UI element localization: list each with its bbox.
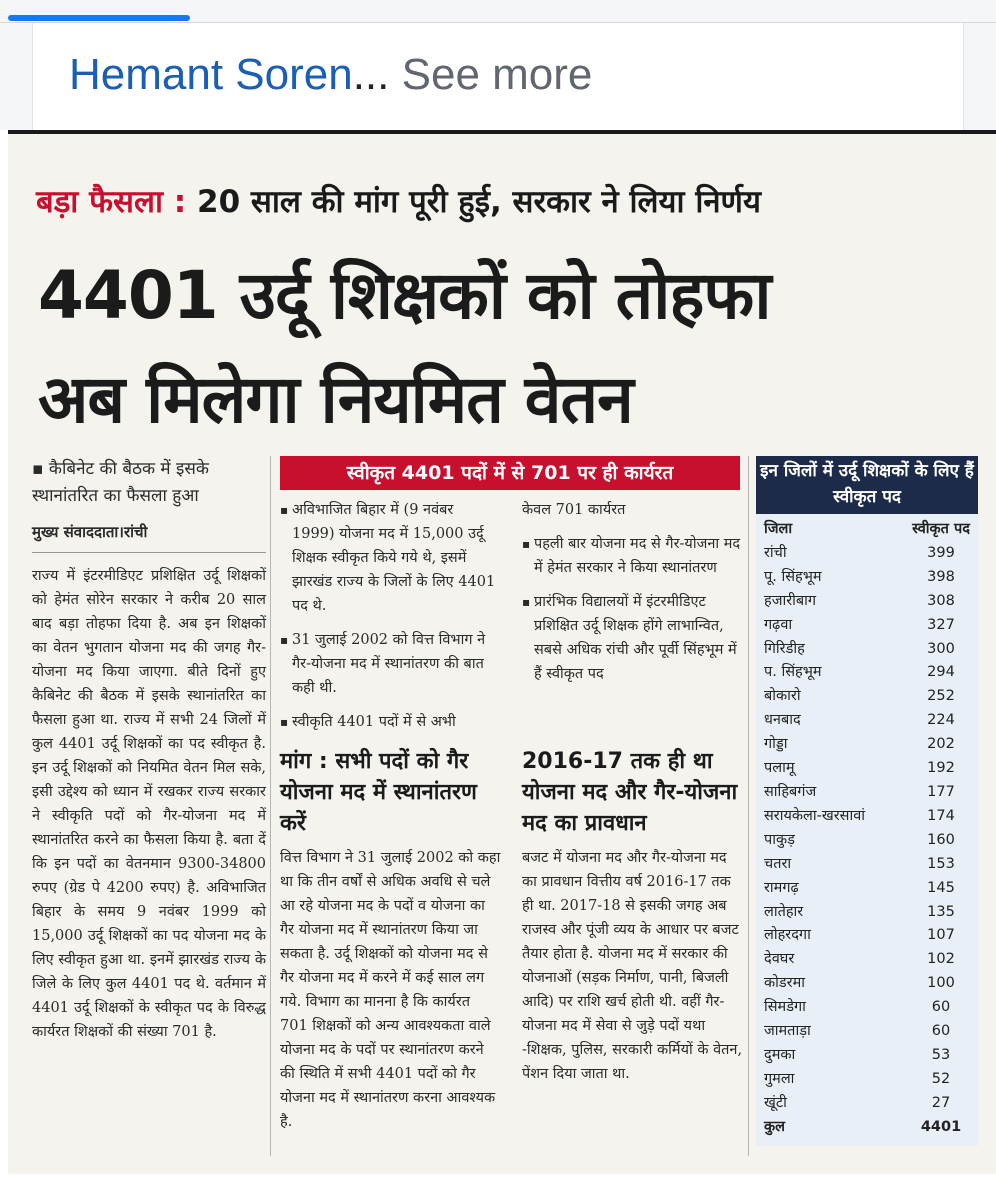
table-row (756, 829, 978, 853)
district-cell: सिमडेगा (764, 999, 806, 1016)
divider (32, 552, 266, 553)
table-total-row (756, 1116, 978, 1140)
headline-kicker (36, 180, 761, 222)
total-label: कुल (764, 1118, 785, 1135)
district-cell: देवघर (764, 951, 795, 968)
kicker-label: बड़ा फैसला : (36, 184, 187, 220)
district-cell: धनबाद (764, 712, 801, 729)
table-row (756, 972, 978, 996)
table-row (756, 1044, 978, 1068)
col-3-bullets (522, 498, 742, 696)
table-row (756, 638, 978, 662)
district-cell: कोडरमा (764, 975, 806, 992)
story-bullet-head: ▪ कैबिनेट की बैठक में इसके स्थानांतरित का फैसला हुआ (32, 459, 209, 506)
district-cell: लातेहार (764, 903, 804, 920)
district-table-title: इन जिलों में उर्दू शिक्षकों के लिए हैं स्वीकृत पद (756, 456, 978, 514)
posts-cell: 60 (931, 1023, 951, 1040)
posts-cell: 294 (927, 664, 955, 681)
story-body-col-2: वित्त विभाग ने 31 जुलाई 2002 को कहा था कि तीन वर्षों से अधिक अवधि से चले आ रहे योजना मद के पदों व योजना का गैर योजना मद में स्थानांतरण किया जा सकता है. उर्दू शिक्षकों को योजना मद से गैर योजना मद में करने में कई साल लग गये. विभाग का मानना है कि कार्यरत 701 शिक्षकों को अन्य आवश्यकता वाले योजना मद के पदों पर स्थानांतरण करने की स्थिति में सभी 4401 पदों को गैर योजना मद में स्थानांतरण करना आवश्यक है. (280, 850, 501, 1130)
column-header-district: जिला (764, 521, 793, 537)
subheadline-provision: 2016-17 तक ही था योजना मद और गैर-योजना मद का प्रावधान (522, 749, 738, 836)
posts-cell: 202 (927, 736, 955, 753)
district-cell: रामगढ़ (764, 879, 799, 896)
table-row (756, 542, 978, 566)
district-posts-table (756, 514, 978, 1146)
table-row (756, 614, 978, 638)
district-cell: रांची (764, 544, 787, 561)
subheadline-demand: मांग : सभी पदों को गैर योजना मद में स्थानांतरण करें (280, 749, 477, 836)
table-row (756, 948, 978, 972)
posts-cell: 135 (927, 903, 955, 920)
main-headline (38, 244, 978, 452)
bullet-item: ▪ अविभाजित बिहार में (9 नवंबर 1999) योजना मद में 15,000 उर्दू शिक्षक स्वीकृत किये गये थे, इसमें झारखंड राज्य के जिलों के लिए 4401 पद थे. (280, 498, 500, 618)
posts-cell: 327 (927, 616, 955, 633)
bullet-item: ▪ 31 जुलाई 2002 को वित्त विभाग ने गैर-योजना मद में स्थानांतरण की बात कही थी. (280, 628, 500, 700)
posts-cell: 102 (927, 951, 955, 968)
posts-cell: 252 (927, 688, 955, 705)
bullet-item: ▪ पहली बार योजना मद से गैर-योजना मद में हेमंत सरकार ने किया स्थानांतरण (522, 532, 742, 580)
district-cell: खूंटी (764, 1094, 787, 1111)
table-row (756, 996, 978, 1020)
posts-cell: 192 (927, 760, 955, 777)
table-row (756, 924, 978, 948)
column-divider (748, 456, 749, 1156)
district-cell: बोकारो (764, 688, 801, 705)
caption-ellipsis: ... (352, 50, 390, 99)
posts-cell: 308 (927, 592, 955, 609)
table-row (756, 781, 978, 805)
district-cell: गुमला (764, 1070, 795, 1087)
story-body-col-1: राज्य में इंटरमीडिएट प्रशिक्षित उर्दू शिक्षकों को हेमंत सोरेन सरकार ने करीब 20 साल बाद बड़ा तोहफा दिया है. अब इन शिक्षकों का वेतन भुगतान योजना मद की जगह गैर-योजना मद किया जाएगा. बीते दिनों हुए कैबिनेट की बैठक में इसके स्थानांतरित का फैसला हुआ था. राज्य में सभी 24 जिलों में कुल 4401 उर्दू शिक्षकों का पद स्वीकृत है. इन उर्दू शिक्षकों को नियमित वेतन मिल सके, इसी उद्देश्य को ध्यान में रखकर राज्य सरकार ने स्वीकृति पदों को गैर-योजना मद में स्थानांतरित करने का फैसला किया है. बता दें कि इन पदों का वेतनमान 9300-34800 रुपए (ग्रेड पे 4200 रुपए) है. अविभाजित बिहार के समय 9 नवंबर 1999 को 15,000 उर्दू शिक्षकों का पद योजना मद के लिए स्वीकृत हुआ था. इनमें झारखंड राज्य के जिले के लिए कुल 4401 पद थे. वर्तमान में 4401 उर्दू शिक्षकों के स्वीकृत पद के विरुद्ध कार्यरत शिक्षकों की संख्या 701 है. (32, 568, 266, 1040)
table-row (756, 661, 978, 685)
posts-cell: 399 (927, 544, 955, 561)
posts-cell: 52 (931, 1070, 951, 1087)
posts-cell: 160 (927, 831, 955, 848)
posts-cell: 145 (927, 879, 955, 896)
byline: मुख्य संवाददाता।रांची (32, 523, 148, 541)
newspaper-clipping-image[interactable] (8, 130, 996, 1174)
district-cell: साहिबगंज (764, 783, 817, 800)
table-row (756, 757, 978, 781)
district-cell: दुमका (764, 1046, 796, 1063)
district-cell: लोहरदगा (764, 927, 811, 944)
post-card (32, 23, 964, 130)
table-row (756, 1092, 978, 1116)
column-header-posts: स्वीकृत पद (912, 521, 970, 537)
posts-cell: 100 (927, 975, 955, 992)
table-row (756, 566, 978, 590)
district-cell: प. सिंहभूम (764, 664, 822, 681)
table-row (756, 733, 978, 757)
table-row (756, 853, 978, 877)
district-cell: पाकुड़ (764, 831, 795, 848)
district-cell: पलामू (764, 760, 795, 777)
posts-cell: 60 (931, 999, 951, 1016)
headline-line-2: अब मिलेगा नियमित वेतन (38, 361, 633, 438)
district-cell: गोड्डा (764, 736, 788, 753)
active-tab-indicator (8, 15, 190, 21)
table-row (756, 1068, 978, 1092)
table-row (756, 877, 978, 901)
table-row (756, 1020, 978, 1044)
posts-cell: 174 (927, 807, 955, 824)
posts-cell: 224 (927, 712, 955, 729)
district-cell: गढ़वा (764, 616, 793, 633)
district-cell: चतरा (764, 855, 792, 872)
col-2-bullets (280, 498, 500, 744)
table-row (756, 805, 978, 829)
posts-cell: 107 (927, 927, 955, 944)
district-cell: सरायकेला-खरसावां (764, 807, 866, 824)
table-row (756, 901, 978, 925)
posts-cell: 398 (927, 568, 955, 585)
total-value: 4401 (920, 1118, 962, 1135)
kicker-text: 20 साल की मांग पूरी हुई, सरकार ने लिया निर्णय (197, 184, 761, 220)
column-divider (270, 456, 271, 1156)
posts-cell: 153 (927, 855, 955, 872)
district-cell: पू. सिंहभूम (764, 568, 822, 585)
see-more-link[interactable]: See more (401, 50, 593, 99)
posts-cell: 27 (931, 1094, 951, 1111)
table-row (756, 685, 978, 709)
posts-cell: 177 (927, 783, 955, 800)
table-row (756, 590, 978, 614)
posts-cell: 300 (927, 640, 955, 657)
district-cell: जामताड़ा (764, 1023, 811, 1040)
continued-text: केवल 701 कार्यरत (522, 502, 626, 518)
post-author-link[interactable]: Hemant Soren (69, 50, 353, 99)
bullet-item: ▪ स्वीकृति 4401 पदों में से अभी (280, 710, 500, 734)
district-cell: गिरिडीह (764, 640, 805, 657)
headline-line-1: 4401 उर्दू शिक्षकों को तोहफा (38, 257, 771, 334)
posts-cell: 53 (931, 1046, 951, 1063)
story-body-col-3: बजट में योजना मद और गैर-योजना मद का प्रावधान वित्तीय वर्ष 2016-17 तक ही था. 2017-18 से इसकी जगह अब राजस्व और पूंजी व्यय के आधार पर बजट तैयार होता है. योजना मद में सरकार की योजनाओं (सड़क निर्माण, पानी, बिजली आदि) पर राशि खर्च होती थी. वहीं गैर-योजना मद में सेवा से जुड़े पदों यथा -शिक्षक, पुलिस, सरकारी कर्मियों के वेतन, पेंशन दिया जाता था. (522, 850, 743, 1082)
post-caption (69, 49, 592, 101)
bullet-item: ▪ प्रारंभिक विद्यालयों में इंटरमीडिएट प्रशिक्षित उर्दू शिक्षक होंगे लाभान्वित, सबसे अधिक रांची और पूर्वी सिंहभूम में हैं स्वीकृत पद (522, 590, 742, 686)
table-header-row (756, 518, 978, 542)
table-row (756, 709, 978, 733)
post-header-area (0, 0, 996, 130)
section-banner: स्वीकृत 4401 पदों में से 701 पर ही कार्यरत (280, 456, 740, 490)
district-cell: हजारीबाग (764, 592, 817, 609)
